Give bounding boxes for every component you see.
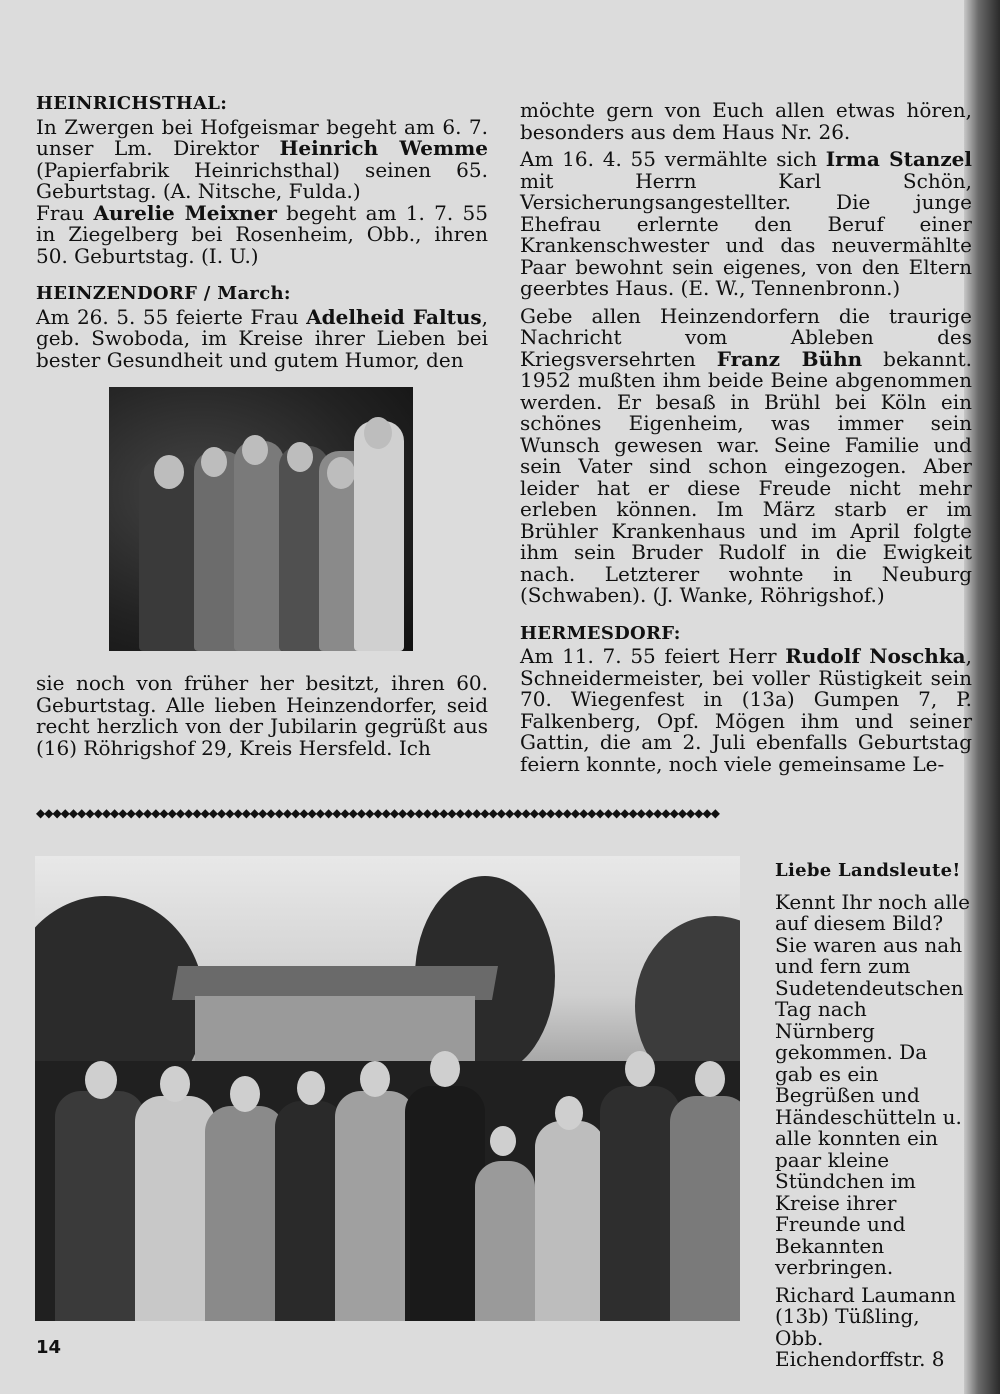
section-heading-hermesdorf: HERMESDORF: [520, 622, 681, 644]
signature-name: Richard Laumann [775, 1282, 956, 1307]
person-name: Adelheid Faltus [306, 304, 482, 329]
signature-address-1: (13b) Tüßling, Obb. [775, 1304, 920, 1350]
text: (Papierfabrik Heinrichsthal) seinen 65. Geburtstag. (A. Nitsche, Fulda.) [36, 157, 488, 203]
paragraph-heinzendorf-1 [36, 304, 488, 372]
paragraph-hermesdorf-1 [520, 646, 972, 775]
signature-address-2: Eichendorffstr. 8 [775, 1347, 945, 1371]
text: mit Herrn Karl Schön, Versicherungsangestellter. Die junge Ehefrau erlernte den Beruf einer Krankenschwester und das neuvermählte Paar bewohnt sein eigenes, von den Eltern geerbtes Haus. (E. W., Tennenbronn.) [520, 168, 972, 300]
crowd-group-photo [35, 856, 740, 1321]
person-name: Heinrich Wemme [279, 136, 488, 160]
paragraph-heinrichsthal-2 [36, 200, 488, 268]
page-number: 14 [36, 1337, 62, 1358]
sidebar-body: Kennt Ihr noch alle auf diesem Bild? Sie waren aus nah und fern zum Sudetendeutschen Tag nach Nürnberg gekommen. Da gab es ein Begrüßen und Händeschütteln u. alle konnten ein paar kleine Stündchen im Kreise ihrer Freunde und Bekannten verbringen. [775, 889, 971, 1279]
text: begeht am 1. 7. 55 in Ziegelberg bei Rosenheim, Obb., ihren 50. Geburtstag. (I. U.) [36, 200, 488, 268]
text: bekannt. 1952 mußten ihm beide Beine abgenommen werden. Er besaß in Brühl bei Köln ein schönes Eigenheim, was immer sein Wunsch gewesen war. Seine Familie und sein Vater sind schon eingezogen. Aber leider hat er diese Freude nicht mehr erleben können. Im März starb er im Brühler Krankenhaus und im April folgte ihm sein Bruder Rudolf in die Ewigkeit nach. Letzterer wohnte in Neuburg (Schwaben). (J. Wanke, Röhrigshof.) [520, 346, 973, 607]
person-name: Franz Bühn [716, 346, 863, 371]
text: In Zwergen bei Hofgeismar begeht am 6. 7. unser Lm. Direktor [36, 114, 488, 160]
right-column [520, 100, 972, 775]
person-name: Aurelie Meixner [93, 200, 277, 225]
text: Am 26. 5. 55 feierte Frau [36, 304, 307, 329]
paragraph-heinrichsthal-1 [36, 114, 488, 203]
paragraph-heinzendorf-2: sie noch von früher her besitzt, ihren 60. Geburtstag. Alle lieben Heinzendorfer, seid recht herzlich von der Jubilarin gegrüßt aus (16) Röhrigshof 29, Kreis Hersfeld. Ich [36, 671, 488, 760]
text: Am 16. 4. 55 vermählte sich [520, 147, 826, 171]
left-column [36, 93, 488, 759]
section-heading-heinrichsthal: HEINRICHSTHAL: [36, 93, 228, 114]
person-name: Rudolf Noschka [785, 644, 966, 668]
text: , Schneidermeister, bei voller Rüstigkeit sein 70. Wiegenfest in (13a) Gumpen 7, P. Falkenberg, Opf. Mögen ihm und seiner Gattin, die am 2. Juli ebenfalls Geburtstag feiern konnte, noch viele gemeinsame Le- [520, 644, 972, 776]
paragraph-right-3 [520, 303, 973, 607]
text: Am 11. 7. 55 feiert Herr [520, 644, 786, 668]
sidebar-letter [775, 860, 970, 1371]
paragraph-right-2 [520, 149, 972, 300]
section-heading-heinzendorf: HEINZENDORF / March: [36, 283, 291, 304]
diamond-divider: ◆◆◆◆◆◆◆◆◆◆◆◆◆◆◆◆◆◆◆◆◆◆◆◆◆◆◆◆◆◆◆◆◆◆◆◆◆◆◆◆◆◆◆◆◆◆◆◆◆◆◆◆◆◆◆◆◆◆◆◆◆◆◆◆◆◆◆◆◆◆◆◆◆◆◆◆◆◆◆◆◆◆◆ [36, 806, 719, 820]
family-group-photo [109, 387, 413, 651]
person-name: Irma Stanzel [825, 147, 973, 171]
text: , geb. Swoboda, im Kreise ihrer Lieben bei bester Gesundheit und gutem Humor, den [36, 304, 488, 372]
paragraph-right-1: möchte gern von Euch allen etwas hören, besonders aus dem Haus Nr. 26. [520, 98, 972, 144]
text: Frau [36, 200, 94, 225]
sidebar-heading: Liebe Landsleute! [775, 860, 961, 881]
text: Gebe allen Heinzendorfern die traurige Nachricht vom Ableben des Kriegsversehrten [520, 303, 972, 371]
